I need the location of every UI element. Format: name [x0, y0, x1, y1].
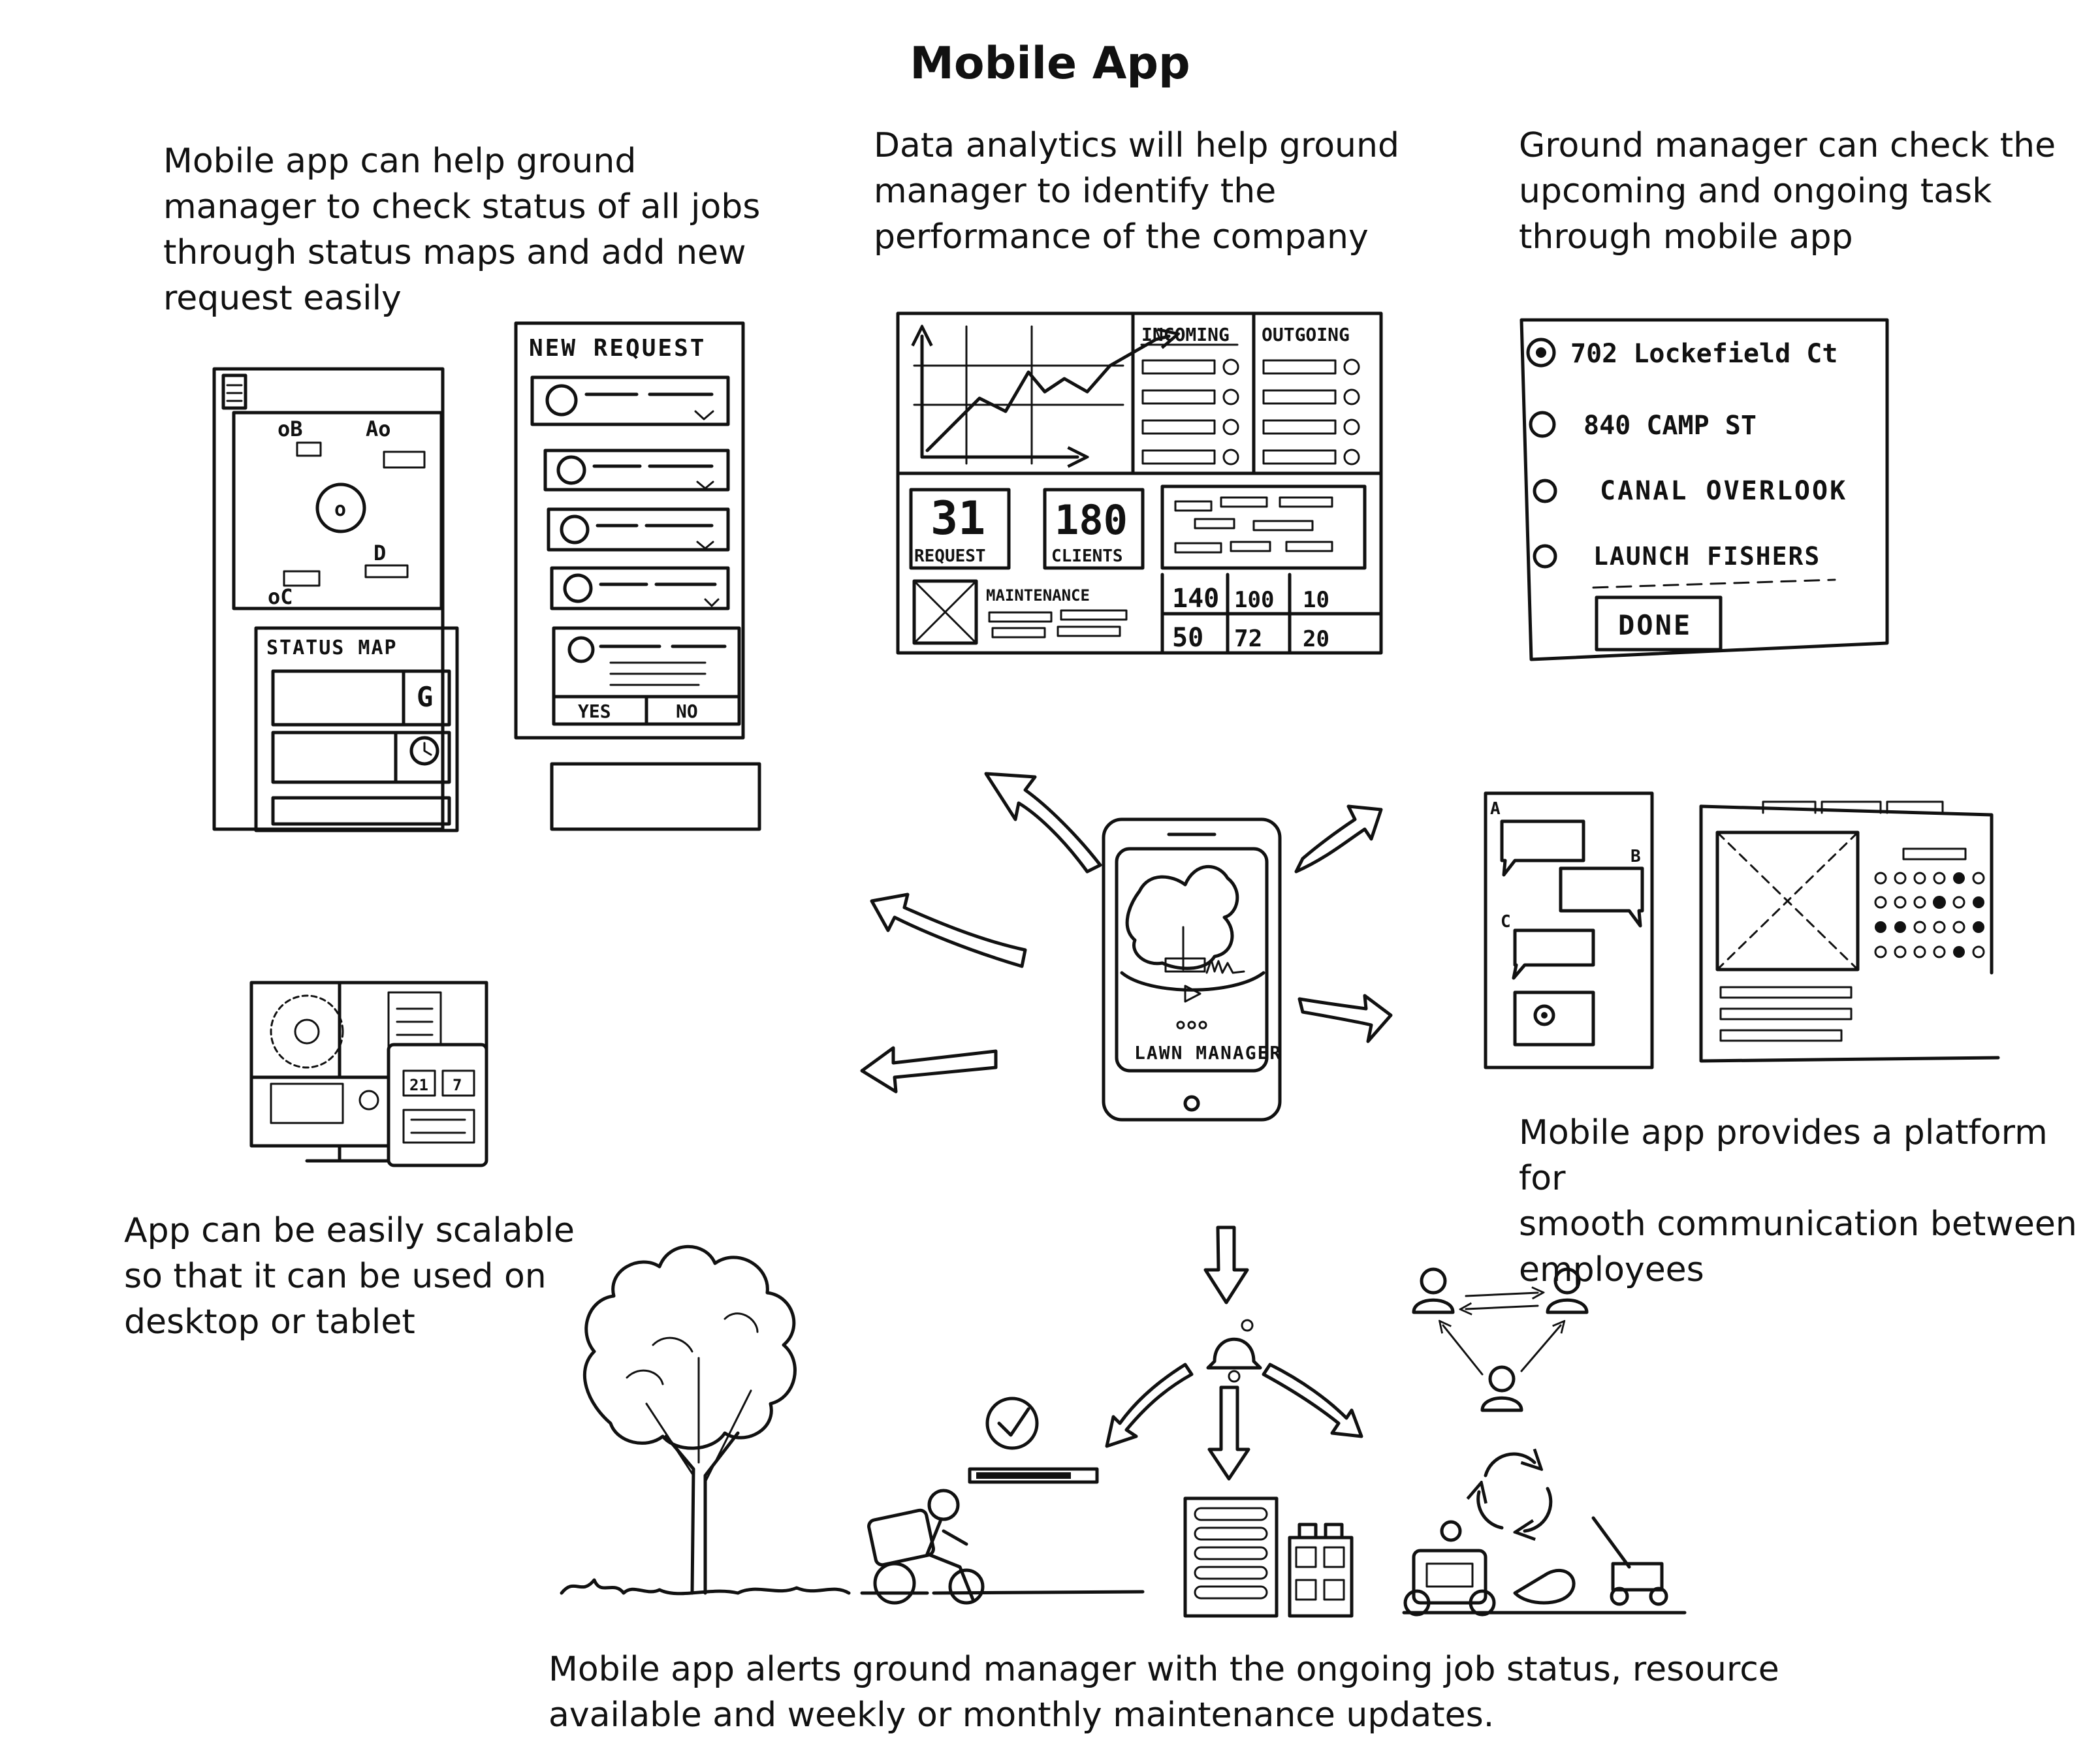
task-item[interactable] — [1535, 476, 1847, 506]
caption-status-maps: Mobile app can help ground manager to check status of all jobs through status maps and add new request easily — [163, 142, 761, 318]
ground-line — [934, 1592, 1143, 1593]
status-row[interactable] — [273, 733, 449, 782]
map-label: Ao — [366, 417, 391, 441]
empty-panel — [552, 764, 759, 829]
radial-arrows — [862, 774, 1391, 1303]
arrow-to-chat — [1299, 996, 1391, 1041]
arrow-to-scalable — [862, 1048, 996, 1092]
chat-label: C — [1501, 912, 1511, 932]
chevron-down-icon — [705, 599, 718, 606]
central-phone — [1104, 819, 1282, 1120]
table-cell: 140 — [1172, 584, 1220, 614]
task-list-screen — [1521, 320, 1887, 659]
leaf-blower-icon — [1515, 1570, 1574, 1603]
page-title: Mobile App — [910, 38, 1190, 89]
table-cell: 50 — [1172, 623, 1204, 653]
desktop-tablet-illustration — [251, 983, 486, 1165]
calendar-day: 7 — [453, 1076, 462, 1094]
new-request-screen — [516, 323, 759, 829]
new-request-heading: NEW REQUEST — [529, 335, 707, 362]
task-item[interactable] — [1535, 542, 1821, 571]
incoming-label: INCOMING — [1141, 324, 1230, 345]
map-label: D — [374, 541, 387, 565]
calendar-day: 21 — [409, 1076, 428, 1094]
chevron-down-icon — [695, 411, 713, 419]
done-label: DONE — [1618, 609, 1693, 641]
chevron-down-icon — [697, 542, 713, 548]
yes-button[interactable]: YES — [578, 701, 611, 722]
requests-label: REQUEST — [914, 546, 986, 566]
caption-tasks: Ground manager can check the upcoming and ongoing task through mobile app — [1519, 126, 2056, 257]
tree-illustration — [584, 1246, 795, 1593]
status-map-label: STATUS MAP — [266, 637, 398, 659]
outgoing-label: OUTGOING — [1262, 324, 1350, 345]
chat-screen — [1486, 793, 1652, 1067]
status-row[interactable] — [273, 798, 449, 824]
map-pins — [268, 417, 424, 609]
bell-icon — [1208, 1339, 1260, 1368]
incoming-list — [1143, 360, 1238, 464]
resources-illustration — [1185, 1498, 1352, 1616]
summary-bars-lines — [1175, 498, 1332, 552]
caption-scalable: App can be easily scalable so that it can be used on desktop or tablet — [124, 1211, 575, 1342]
table-cell: 20 — [1303, 626, 1329, 652]
analytics-dashboard — [898, 313, 1381, 653]
caption-communication: Mobile app provides a platform for smooth communication between employees — [1519, 1113, 2077, 1289]
maintenance-lines — [989, 610, 1126, 637]
arrow-to-maintenance — [1264, 1365, 1361, 1436]
arrow-to-job — [1107, 1365, 1192, 1446]
task-label: CANAL OVERLOOK — [1600, 476, 1848, 506]
task-label: 840 CAMP ST — [1583, 411, 1757, 441]
arrow-to-tasks — [1296, 806, 1381, 872]
request-row[interactable] — [549, 509, 728, 550]
summary-bars — [1162, 486, 1365, 568]
chat-bubble — [1514, 930, 1593, 978]
chat-label: B — [1631, 847, 1641, 866]
push-mower-icon — [1593, 1518, 1629, 1567]
requests-value: 31 — [931, 492, 986, 545]
app-name: LAWN MANAGER — [1134, 1042, 1282, 1064]
request-row[interactable] — [545, 450, 728, 490]
clients-value: 180 — [1055, 496, 1128, 544]
map-label: oC — [268, 584, 293, 609]
job-complete-indicator — [970, 1398, 1097, 1482]
arrow-to-dashboard — [986, 774, 1100, 872]
mower-rider-illustration — [862, 1491, 983, 1603]
request-detail-card — [554, 628, 739, 724]
table-cell: 72 — [1234, 625, 1263, 652]
tablet — [389, 1045, 486, 1165]
arrow-to-resources — [1209, 1387, 1249, 1479]
chat-label: A — [1490, 799, 1501, 819]
caption-alerts: Mobile app alerts ground manager with the ongoing job status, resource available and weekly or monthly maintenance updates. — [549, 1650, 1779, 1735]
team-illustration — [1414, 1269, 1587, 1410]
refresh-icon: G — [417, 681, 434, 713]
home-button — [1185, 1097, 1198, 1110]
outgoing-list — [1264, 360, 1359, 464]
clients-label: CLIENTS — [1051, 546, 1123, 566]
maintenance-cycle-illustration — [1404, 1454, 1685, 1615]
task-label: LAUNCH FISHERS — [1593, 542, 1821, 571]
table-cell: 10 — [1303, 587, 1329, 613]
chat-bubble — [1561, 868, 1642, 926]
no-button[interactable]: NO — [676, 701, 698, 722]
lawn-illustration — [1127, 866, 1237, 968]
caption-analytics: Data analytics will help ground manager to identify the performance of the company — [874, 126, 1399, 257]
performance-line-chart — [914, 326, 1169, 464]
browser-calendar-screen — [1701, 802, 1998, 1061]
request-row[interactable] — [552, 568, 728, 608]
play-icon[interactable] — [1185, 986, 1200, 1002]
request-row[interactable] — [532, 377, 728, 424]
task-item[interactable] — [1531, 411, 1757, 441]
maintenance-label: MAINTENANCE — [986, 586, 1090, 605]
map-label: oB — [278, 417, 303, 441]
arrow-to-status — [872, 894, 1025, 966]
status-map-screen — [214, 369, 457, 830]
notification-bell — [1208, 1320, 1260, 1382]
table-cell: 100 — [1234, 587, 1275, 613]
chevron-down-icon — [697, 482, 713, 488]
task-label: 702 Lockefield Ct — [1570, 339, 1838, 369]
calendar-dots — [1875, 872, 1984, 958]
sync-icon — [1486, 1454, 1535, 1476]
arrow-to-alerts — [1205, 1227, 1247, 1303]
task-item[interactable] — [1528, 339, 1838, 369]
check-icon — [999, 1409, 1028, 1435]
map-label: o — [334, 498, 347, 521]
